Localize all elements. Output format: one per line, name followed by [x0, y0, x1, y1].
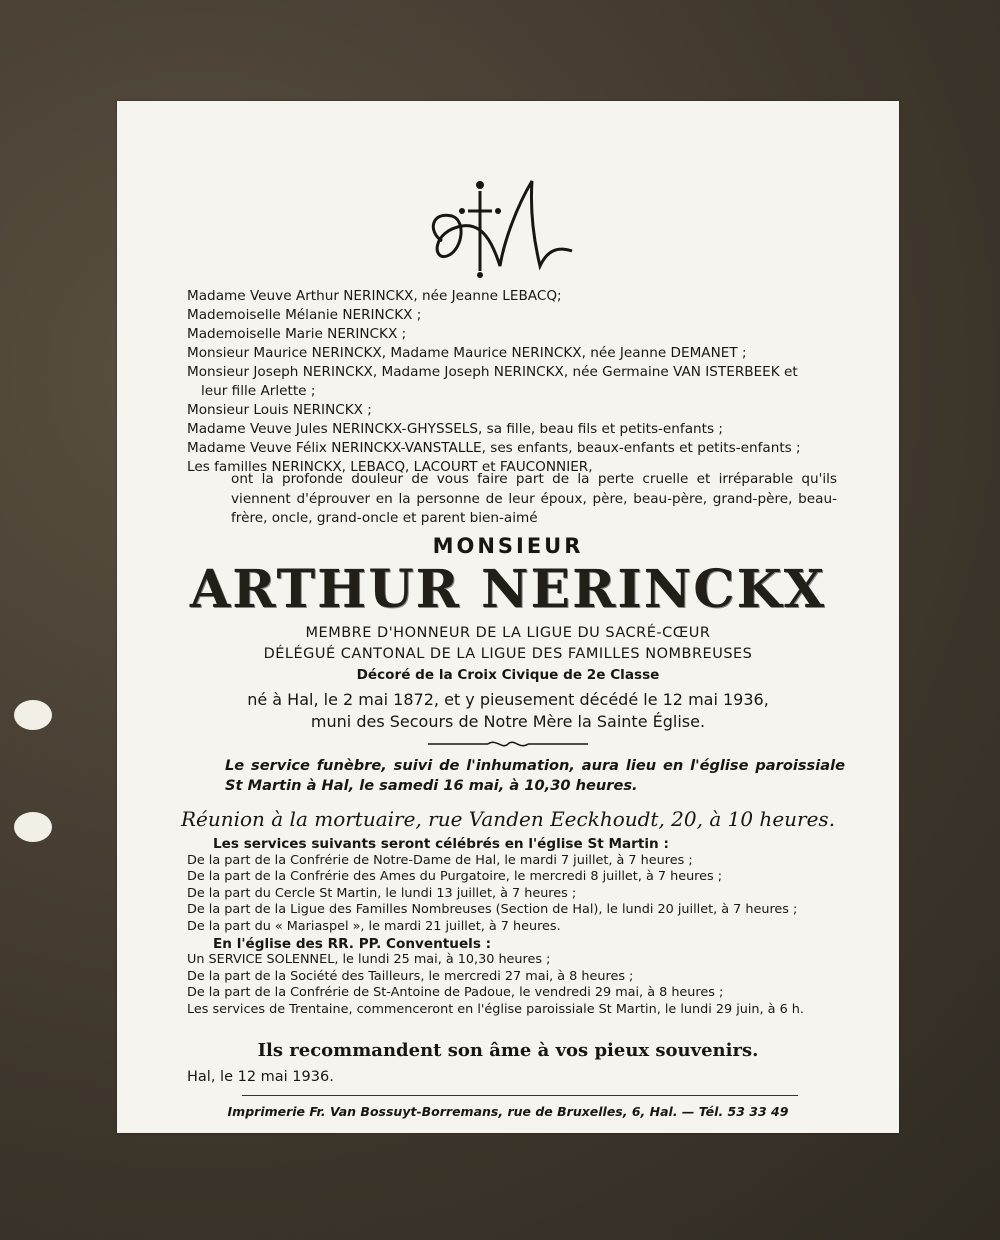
services-list — [187, 836, 847, 1019]
family-line: Les familles NERINCKX, LEBACQ, LACOURT et FAUCONNIER, — [187, 459, 593, 475]
family-line: Monsieur Maurice NERINCKX, Madame Maurice NERINCKX, née Jeanne DEMANET ; — [187, 345, 747, 361]
service-line: De la part de la Confrérie des Ames du Purgatoire, le mercredi 8 juillet, à 7 heures ; — [187, 869, 723, 885]
sacraments-line: muni des Secours de Notre Mère la Sainte Église. — [310, 712, 706, 731]
reunion-notice: Réunion à la mortuaire, rue Vanden Eeckhoudt, 20, à 10 heures. — [180, 807, 836, 831]
ornament-divider-icon — [428, 738, 588, 750]
recommendation: Ils recommandent son âme à vos pieux souvenirs. — [257, 1040, 759, 1061]
service-line: De la part du « Mariaspel », le mardi 21 juillet, à 7 heures. — [187, 918, 561, 934]
title-line: Décoré de la Croix Civique de 2e Classe — [356, 667, 660, 683]
services-header: Les services suivants seront célébrés en l'église St Martin : — [213, 836, 669, 852]
family-list — [187, 287, 847, 477]
family-line: Mademoiselle Mélanie NERINCKX ; — [187, 307, 422, 323]
service-line: Un SERVICE SOLENNEL, le lundi 25 mai, à 10,30 heures ; — [187, 952, 551, 968]
cross-monogram-icon — [422, 171, 582, 281]
service-line: Les services de Trentaine, commenceront en l'église paroissiale St Martin, le lundi 29 juin, à 6 h. — [187, 1001, 804, 1017]
punch-hole — [14, 700, 52, 730]
intro-text: ont la profonde douleur de vous faire part de la perte cruelle et irréparable qu'ils viennent d'éprouver en la personne de leur époux, père, beau-père, grand-père, beau-frère, oncle, grand-oncle et parent bien-aimé — [231, 471, 837, 526]
service-line: De la part du Cercle St Martin, le lundi 13 juillet, à 7 heures ; — [187, 885, 577, 901]
service-line: De la part de la Confrérie de St-Antoine de Padoue, le vendredi 29 mai, à 8 heures ; — [187, 985, 724, 1001]
obituary-card — [117, 101, 899, 1133]
place-date: Hal, le 12 mai 1936. — [187, 1069, 334, 1085]
birth-death-line: né à Hal, le 2 mai 1872, et y pieusement décédé le 12 mai 1936, — [247, 690, 769, 709]
services-header: En l'église des RR. PP. Conventuels : — [213, 935, 492, 952]
family-line: Madame Veuve Jules NERINCKX-GHYSSELS, sa fille, beau fils et petits-enfants ; — [187, 421, 723, 437]
deceased-name: ARTHUR NERINCKX — [189, 559, 827, 620]
honorific: MONSIEUR — [432, 534, 584, 558]
service-line: De la part de la Société des Tailleurs, le mercredi 27 mai, à 8 heures ; — [187, 968, 634, 984]
family-line: Madame Veuve Félix NERINCKX-VANSTALLE, ses enfants, beaux-enfants et petits-enfants ; — [187, 440, 801, 456]
family-line: leur fille Arlette ; — [201, 383, 316, 399]
family-line: Monsieur Joseph NERINCKX, Madame Joseph NERINCKX, née Germaine VAN ISTERBEEK et — [187, 364, 798, 380]
title-line: DÉLÉGUÉ CANTONAL DE LA LIGUE DES FAMILLES NOMBREUSES — [263, 646, 753, 662]
service-line: De la part de la Confrérie de Notre-Dame de Hal, le mardi 7 juillet, à 7 heures ; — [187, 852, 693, 868]
punch-hole — [14, 812, 52, 842]
divider — [242, 1095, 798, 1096]
funeral-notice: Le service funèbre, suivi de l'inhumation, aura lieu en l'église paroissiale St Martin à Hal, le samedi 16 mai, à 10,30 heures. — [225, 757, 845, 794]
service-line: De la part de la Ligue des Familles Nombreuses (Section de Hal), le lundi 20 juillet, à 7 heures ; — [187, 902, 798, 918]
family-line: Monsieur Louis NERINCKX ; — [187, 402, 372, 418]
family-line: Madame Veuve Arthur NERINCKX, née Jeanne LEBACQ; — [187, 288, 562, 304]
title-line: MEMBRE D'HONNEUR DE LA LIGUE DU SACRÉ-CŒUR — [305, 625, 711, 641]
family-line: Mademoiselle Marie NERINCKX ; — [187, 326, 407, 342]
printer-line: Imprimerie Fr. Van Bossuyt-Borremans, rue de Bruxelles, 6, Hal. — Tél. 53 33 49 — [227, 1104, 789, 1119]
